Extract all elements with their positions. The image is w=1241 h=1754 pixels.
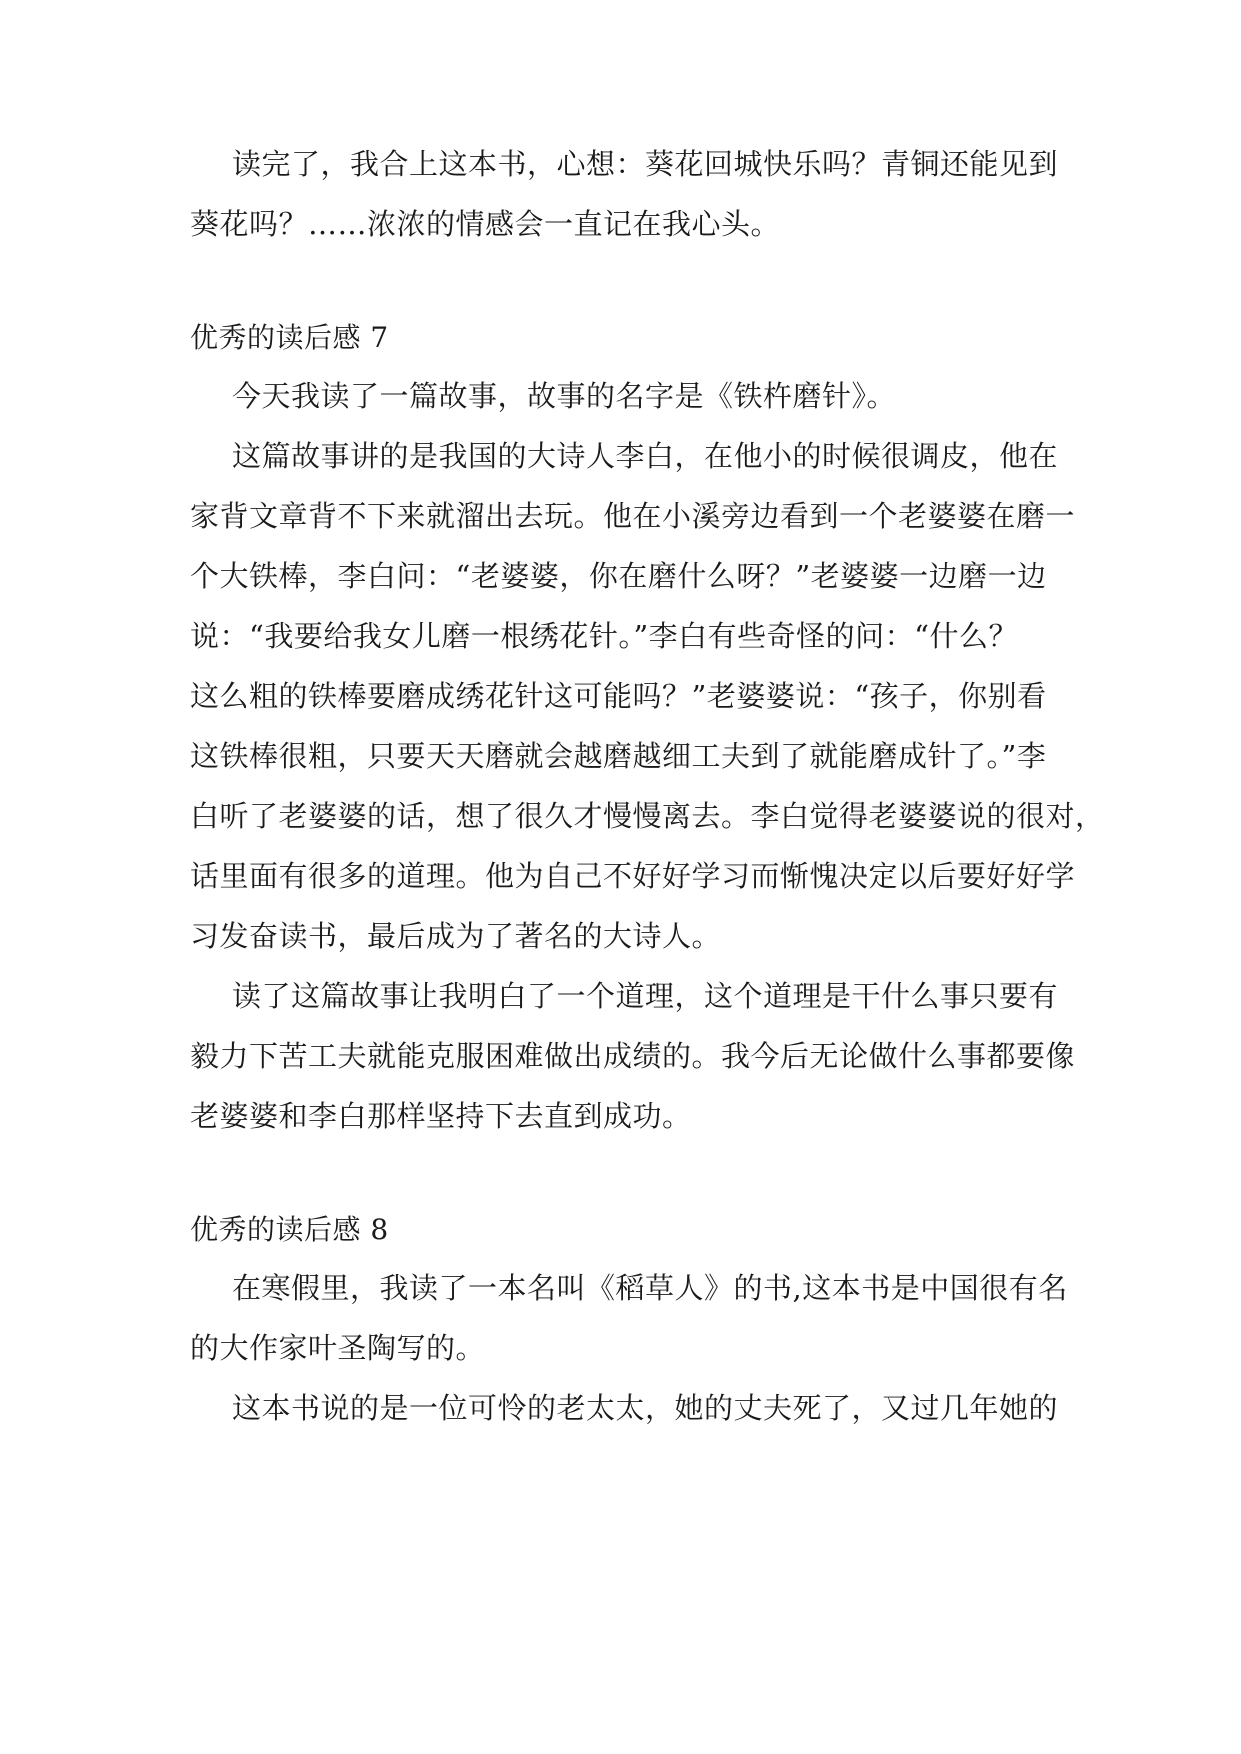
paragraph-line: 的大作家叶圣陶写的。 — [190, 1331, 486, 1365]
paragraph-line: 白听了老婆婆的话，想了很久才慢慢离去。李白觉得老婆婆说的很对， — [190, 799, 1105, 833]
paragraph-line: 在寒假里，我读了一本名叫《稻草人》的书,这本书是中国很有名 — [232, 1271, 1068, 1305]
section-heading-7: 优秀的读后感 7 — [190, 321, 389, 354]
paragraph-line: 读完了，我合上这本书，心想：葵花回城快乐吗？青铜还能见到 — [232, 147, 1059, 181]
paragraph-line: 话里面有很多的道理。他为自己不好好学习而惭愧决定以后要好好学 — [190, 859, 1076, 893]
paragraph-line: 个大铁棒，李白问：“老婆婆，你在磨什么呀？”老婆婆一边磨一边 — [190, 559, 1047, 593]
paragraph-line: 葵花吗？……浓浓的情感会一直记在我心头。 — [190, 207, 781, 241]
paragraph-line: 这铁棒很粗，只要天天磨就会越磨越细工夫到了就能磨成针了。”李 — [190, 739, 1047, 773]
paragraph-line: 毅力下苦工夫就能克服困难做出成绩的。我今后无论做什么事都要像 — [190, 1039, 1076, 1073]
paragraph-line: 这篇故事讲的是我国的大诗人李白，在他小的时候很调皮，他在 — [232, 439, 1059, 473]
paragraph-line: 这么粗的铁棒要磨成绣花针这可能吗？”老婆婆说：“孩子，你别看 — [190, 679, 1047, 713]
paragraph-line: 家背文章背不下来就溜出去玩。他在小溪旁边看到一个老婆婆在磨一 — [190, 499, 1076, 533]
paragraph-line: 读了这篇故事让我明白了一个道理，这个道理是干什么事只要有 — [232, 979, 1059, 1013]
paragraph-line: 习发奋读书，最后成为了著名的大诗人。 — [190, 919, 722, 953]
section-heading-8: 优秀的读后感 8 — [190, 1213, 389, 1246]
paragraph-line: 老婆婆和李白那样坚持下去直到成功。 — [190, 1099, 692, 1133]
paragraph-line: 这本书说的是一位可怜的老太太，她的丈夫死了，又过几年她的 — [232, 1391, 1059, 1425]
paragraph-line: 今天我读了一篇故事，故事的名字是《铁杵磨针》。 — [232, 379, 897, 413]
paragraph-line: 说：“我要给我女儿磨一根绣花针。”李白有些奇怪的问：“什么？ — [190, 619, 1018, 653]
